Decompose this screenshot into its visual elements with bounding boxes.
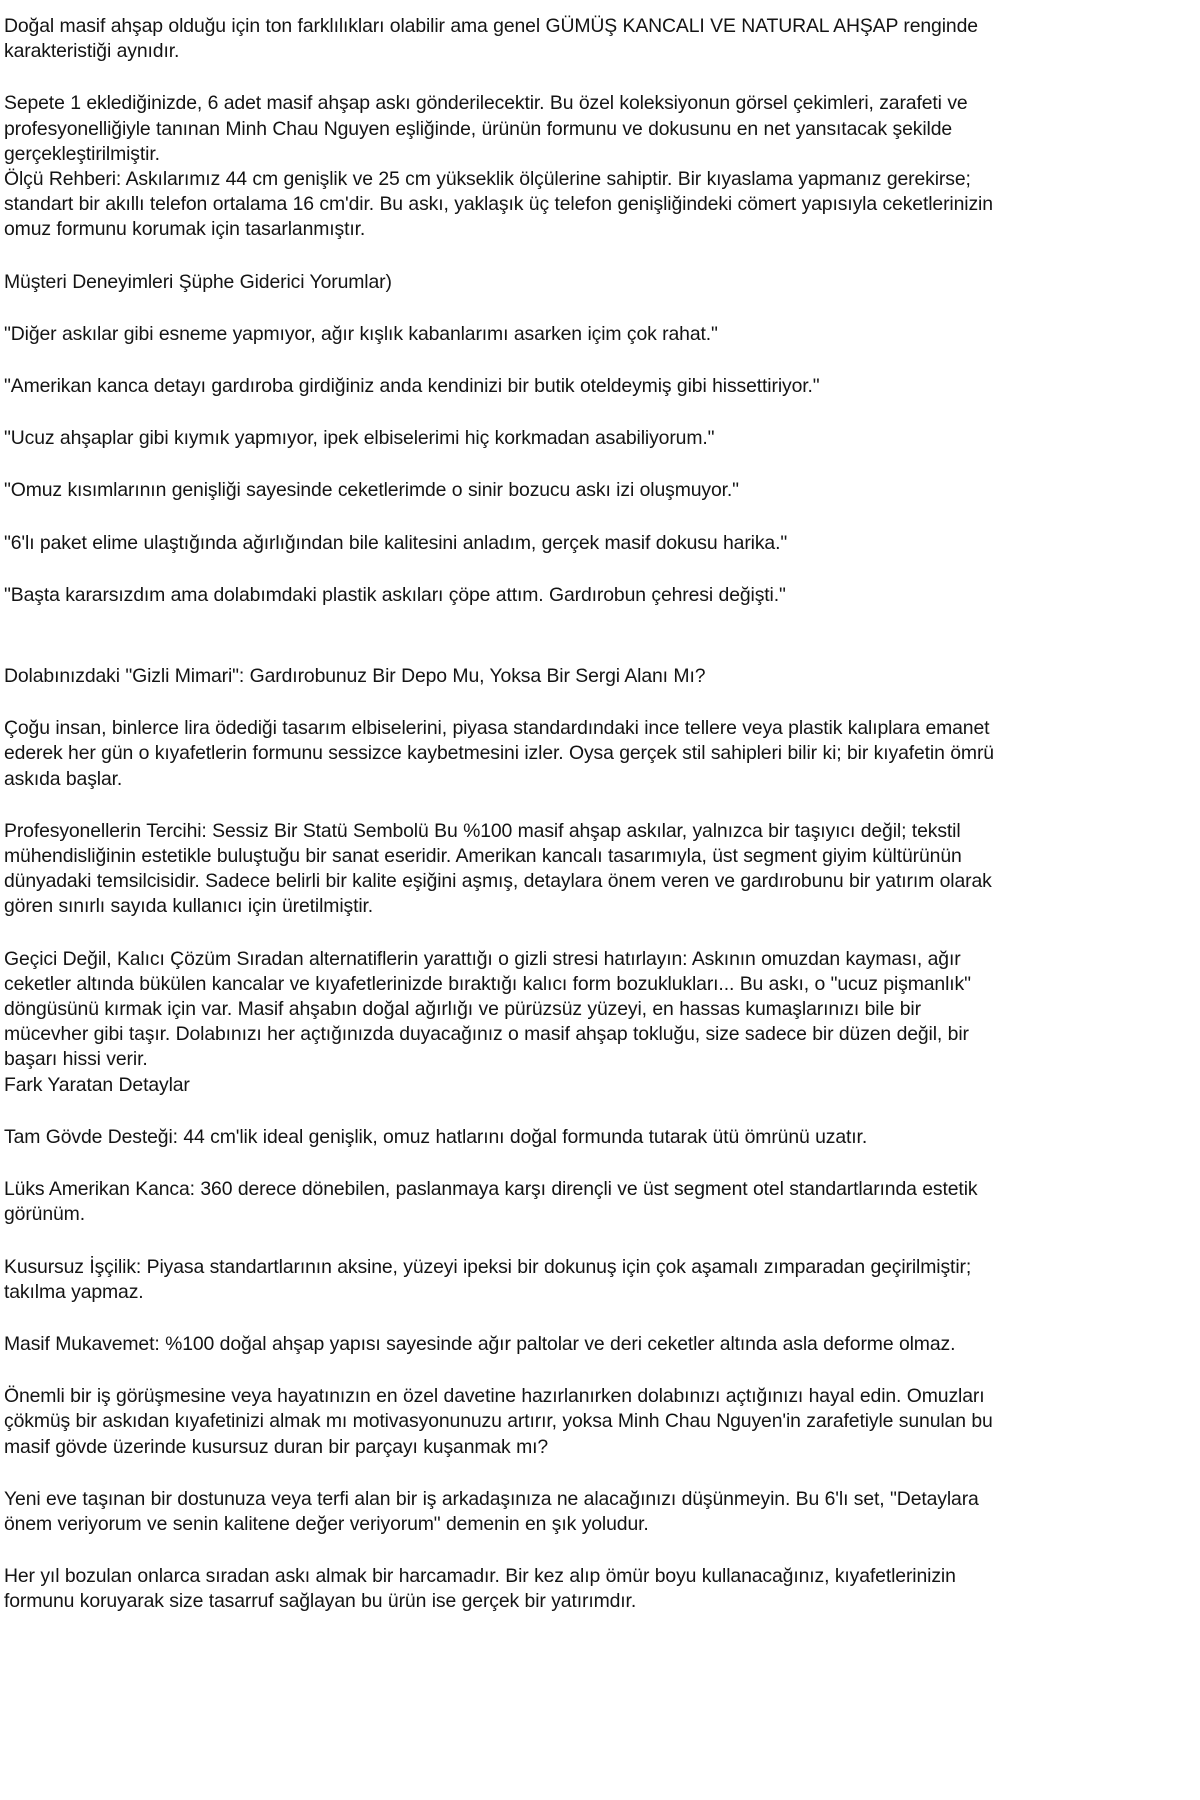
feature-solid-strength: Masif Mukavemet: %100 doğal ahşap yapısı sayesinde ağır paltolar ve deri ceketler altında asla deforme olmaz. xyxy=(4,1332,956,1355)
paragraph-wood-tone-disclaimer: Doğal masif ahşap olduğu için ton farklılıkları olabilir ama genel GÜMÜŞ KANCALI VE NATURAL AHŞAP renginde karakteristiği aynıdır. xyxy=(4,15,978,63)
review-item-4: "Omuz kısımlarının genişliği sayesinde ceketlerimde o sinir bozucu askı izi oluşmuyor." xyxy=(4,479,739,502)
feature-full-body-support: Tam Gövde Desteği: 44 cm'lik ideal genişlik, omuz hatlarını doğal formunda tutarak ütü ömrünü uzatır. xyxy=(4,1125,868,1148)
review-item-1: "Diğer askılar gibi esneme yapmıyor, ağır kışlık kabanlarımı asarken içim çok rahat." xyxy=(4,322,718,345)
paragraph-size-guide: Ölçü Rehberi: Askılarımız 44 cm genişlik ve 25 cm yükseklik ölçülerine sahiptir. Bir kıyaslama yapmanız gerekirse; standart bir akıllı telefon ortalama 16 cm'dir. Bu askı, yaklaşık üç telefon genişliğindeki cömert yapısıyla ceketlerinizin omuz formunu korumak için tasarlanmıştır. xyxy=(4,168,993,241)
review-item-3: "Ucuz ahşaplar gibi kıymık yapmıyor, ipek elbiselerimi hiç korkmadan asabiliyorum." xyxy=(4,427,715,450)
paragraph-most-people: Çoğu insan, binlerce lira ödediği tasarım elbiselerini, piyasa standardındaki ince tellere veya plastik kalıplara emanet ederek her gün o kıyafetlerin formunu sessizce kaybetmesini izler. Oysa gerçek stil sahipleri bilir ki; bir kıyafetin ömrü askıda başlar. xyxy=(4,717,994,790)
heading-customer-reviews: Müşteri Deneyimleri Şüphe Giderici Yorumlar) xyxy=(4,270,392,293)
paragraph-professionals-choice: Profesyonellerin Tercihi: Sessiz Bir Statü Sembolü Bu %100 masif ahşap askılar, yalnızca bir taşıyıcı değil; tekstil mühendisliğinin estetikle buluştuğu bir sanat eseridir. Amerikan kancalı tasarımıyla, üst segment giyim kültürünün dünyadaki temsilcisidir. Sadece belirli bir kalite eşiğini aşmış, detaylara önem veren ve gardırobunu bir yatırım olarak gören sınırlı sayıda kullanıcı için üretilmiştir. xyxy=(4,819,992,918)
paragraph-gift-suggestion: Yeni eve taşınan bir dostunuza veya terfi alan bir iş arkadaşınıza ne alacağınızı düşünmeyin. Bu 6'lı set, "Detaylara önem veriyorum ve senin kalitene değer veriyorum" demenin en şık yoludur. xyxy=(4,1487,979,1535)
paragraph-investment-closing: Her yıl bozulan onlarca sıradan askı almak bir harcamadır. Bir kez alıp ömür boyu kullanacağınız, kıyafetlerinizin formunu koruyarak size tasarruf sağlayan bu ürün ise gerçek bir yatırımdır. xyxy=(4,1565,956,1613)
review-item-5: "6'lı paket elime ulaştığında ağırlığından bile kalitesini anladım, gerçek masif dokusu harika." xyxy=(4,531,788,554)
review-item-6: "Başta kararsızdım ama dolabımdaki plastik askıları çöpe attım. Gardırobun çehresi değişti." xyxy=(4,583,786,606)
review-item-2: "Amerikan kanca detayı gardıroba girdiğiniz anda kendinizi bir butik oteldeymiş gibi hissettiriyor." xyxy=(4,375,820,398)
feature-flawless-craftsmanship: Kusursuz İşçilik: Piyasa standartlarının aksine, yüzeyi ipeksi bir dokunuş için çok aşamalı zımparadan geçirilmiştir; takılma yapmaz. xyxy=(4,1255,972,1303)
heading-difference-making-details: Fark Yaratan Detaylar xyxy=(4,1073,190,1096)
paragraph-permanent-solution: Geçici Değil, Kalıcı Çözüm Sıradan alternatiflerin yarattığı o gizli stresi hatırlayın: Askının omuzdan kayması, ağır ceketler altında bükülen kancalar ve kıyafetlerinizde bıraktığı kalıcı form bozuklukları... Bu askı, o "ucuz pişmanlık" döngüsünü kırmak için var. Masif ahşabın doğal ağırlığı ve pürüzsüz yüzeyi, en hassas kumaşlarınızı bile bir mücevher gibi taşır. Dolabınızı her açtığınızda duyacağınız o masif ahşap tokluğu, size sadece bir düzen değil, bir başarı hissi verir. xyxy=(4,947,971,1071)
paragraph-imagine-scenario: Önemli bir iş görüşmesine veya hayatınızın en özel davetine hazırlanırken dolabınızı açtığınızı hayal edin. Omuzları çökmüş bir askıdan kıyafetinizi almak mı motivasyonunuzu artırır, yoksa Minh Chau Nguyen'in zarafetiyle sunulan bu masif gövde üzerinde kusursuz duran bir parçayı kuşanmak mı? xyxy=(4,1385,993,1458)
heading-hidden-architecture: Dolabınızdaki "Gizli Mimari": Gardırobunuz Bir Depo Mu, Yoksa Bir Sergi Alanı Mı? xyxy=(4,665,706,688)
feature-luxury-american-hook: Lüks Amerikan Kanca: 360 derece dönebilen, paslanmaya karşı dirençli ve üst segment otel standartlarında estetik görünüm. xyxy=(4,1178,978,1226)
paragraph-set-contents: Sepete 1 eklediğinizde, 6 adet masif ahşap askı gönderilecektir. Bu özel koleksiyonun görsel çekimleri, zarafeti ve profesyonelliğiyle tanınan Minh Chau Nguyen eşliğinde, ürünün formunu ve dokusunu en net yansıtacak şekilde gerçekleştirilmiştir. xyxy=(4,92,968,165)
